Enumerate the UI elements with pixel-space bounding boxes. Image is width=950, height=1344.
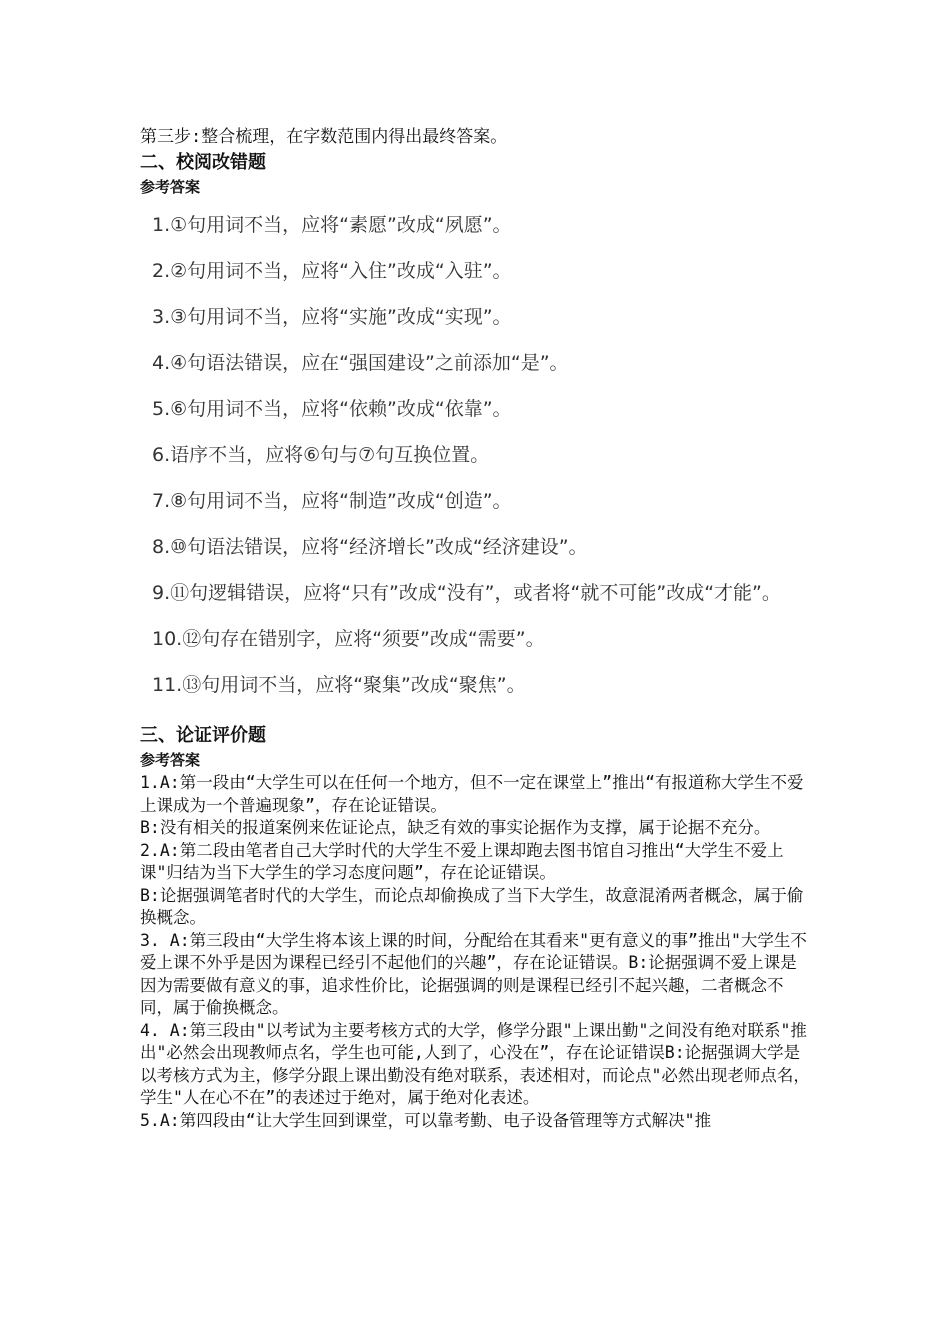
answer-paragraph: B:没有相关的报道案例来佐证论点，缺乏有效的事实论据作为支撑，属于论据不充分。 [140, 818, 771, 837]
intro-step-text: 第三步:整合梳理，在字数范围内得出最终答案。 [140, 127, 508, 147]
answer-paragraph: 5.A:第四段由“让大学生回到课堂，可以靠考勤、电子设备管理等方式解决"推 [140, 1110, 712, 1130]
section2-title: 二、校阅改错题 [140, 152, 266, 173]
list-item: 9.⑪句逻辑错误，应将“只有”改成“没有”，或者将“就不可能”改成“才能”。 [152, 582, 781, 604]
list-item: 7.⑧句用词不当，应将“制造”改成“创造”。 [152, 490, 512, 512]
answer-paragraph: 4. A:第三段由"以考试为主要考核方式的大学，修学分跟"上课出勤"之间没有绝对联系"推出"必然会出现教师点名，学生也可能,人到了，心没在”，存在论证错误B:论据强调大学是以考核方式为主，修学分跟上课出勤没有绝对联系，表述相对，而论点"必然出现老师点名，学生"人在心不在”的表述过于绝对，属于绝对化表述。 [140, 1020, 810, 1107]
list-item: 10.⑫句存在错别字，应将“须要”改成“需要”。 [152, 628, 545, 650]
section3-subtitle: 参考答案 [140, 751, 201, 769]
proofreading-answer-list [152, 210, 832, 716]
list-item: 1.①句用词不当，应将“素愿”改成“夙愿”。 [152, 214, 512, 236]
answer-paragraph: B:论据强调笔者时代的大学生，而论点却偷换成了当下大学生，故意混淆两者概念，属于偷换概念。 [140, 885, 804, 927]
list-item: 4.④句语法错误，应在“强国建设”之前添加“是”。 [152, 352, 569, 374]
list-item: 11.⑬句用词不当，应将“聚集”改成“聚焦”。 [152, 674, 526, 696]
answer-paragraph: 2.A:第二段由笔者自己大学时代的大学生不爱上课却跑去图书馆自习推出“大学生不爱上课"归结为当下大学生的学习态度问题”，存在论证错误。 [140, 840, 784, 882]
list-item: 5.⑥句用词不当，应将“依赖”改成“依靠”。 [152, 398, 512, 420]
answer-paragraph: 1.A:第一段由“大学生可以在任何一个地方，但不一定在课堂上”推出“有报道称大学生不爱上课成为一个普遍现象”，存在论证错误。 [140, 773, 804, 815]
answer-paragraph: 3. A:第三段由“大学生将本该上课的时间，分配给在其看来"更有意义的事”推出"大学生不爱上课不外乎是因为课程已经引不起他们的兴趣”，存在论证错误。B:论据强调不爱上课是因为需要做有意义的事，追求性价比，论据强调的则是课程已经引不起兴趣，二者概念不同，属于偷换概念。 [140, 930, 807, 1017]
list-item: 3.③句用词不当，应将“实施”改成“实现”。 [152, 306, 512, 328]
list-item: 6.语序不当，应将⑥句与⑦句互换位置。 [152, 444, 490, 466]
section3-title: 三、论证评价题 [140, 725, 266, 746]
list-item: 8.⑩句语法错误，应将“经济增长”改成“经济建设”。 [152, 536, 588, 558]
section2-subtitle: 参考答案 [140, 178, 201, 196]
list-item: 2.②句用词不当，应将“入住”改成“入驻”。 [152, 260, 512, 282]
argument-evaluation-answers [140, 772, 810, 1132]
